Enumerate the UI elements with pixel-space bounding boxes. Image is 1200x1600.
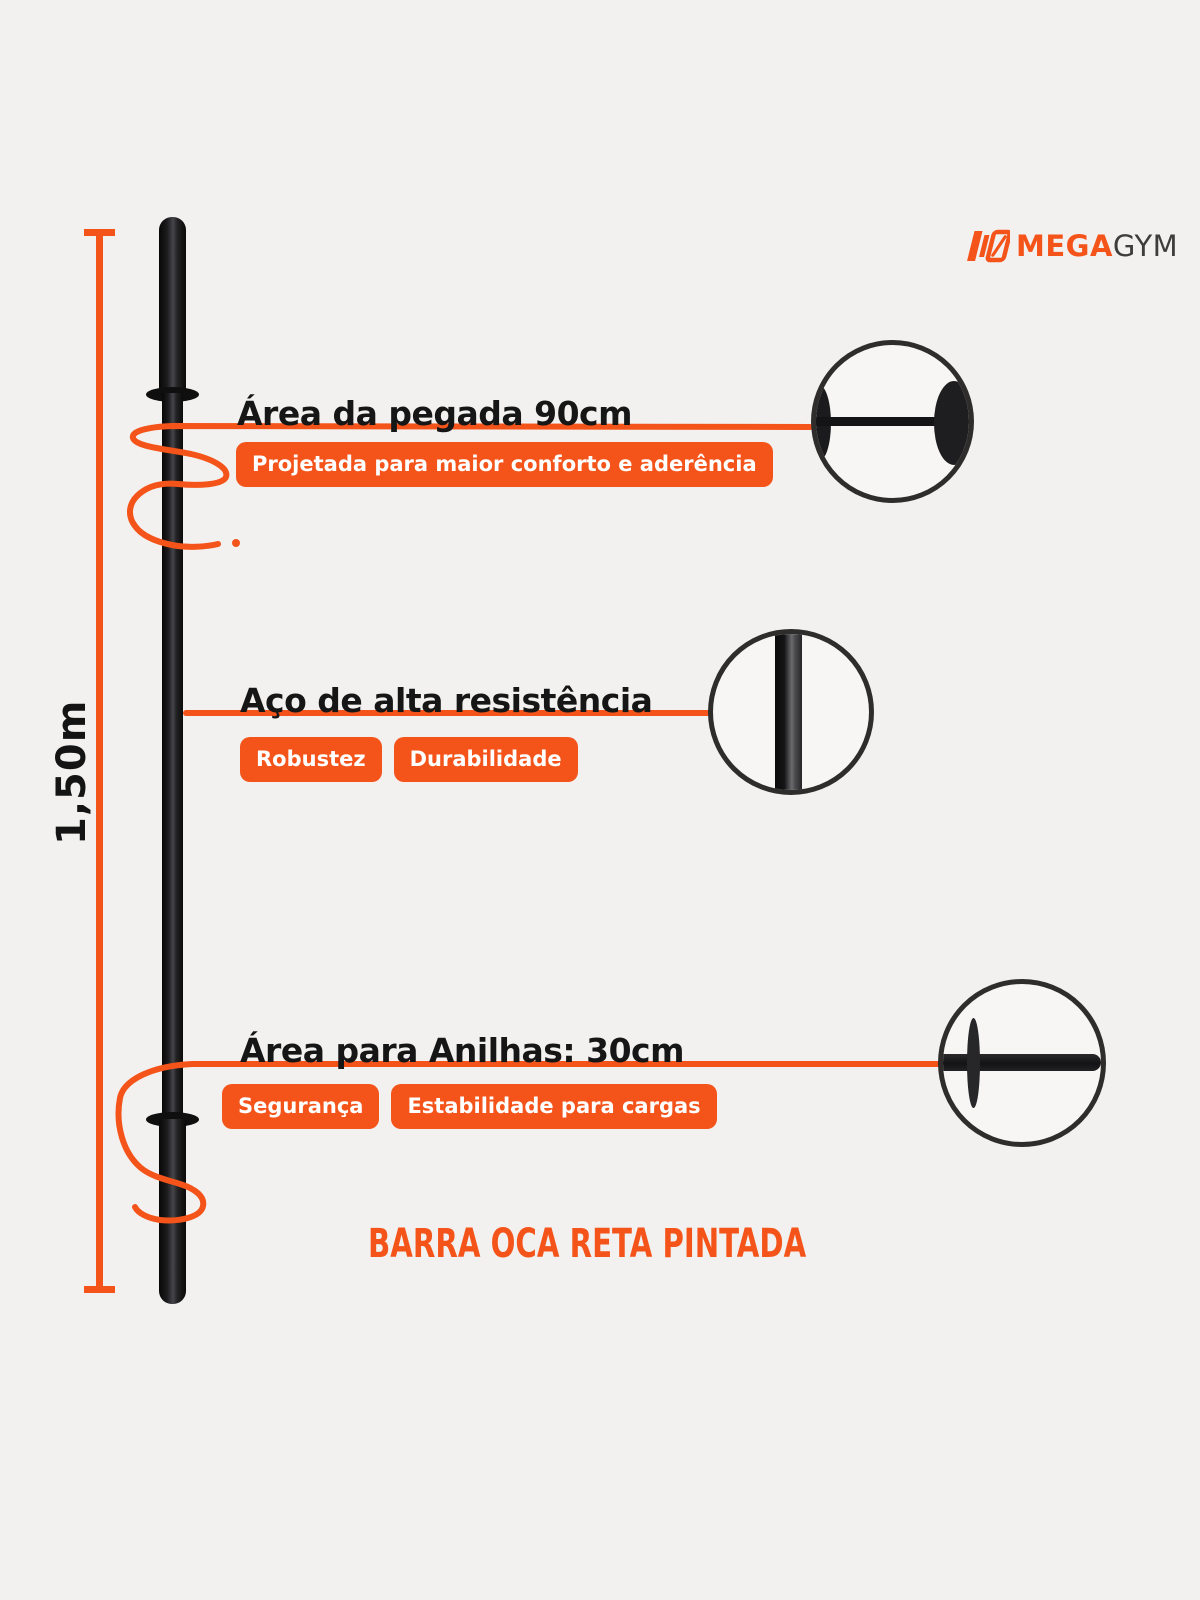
brand-name-mega: MEGA <box>1016 228 1113 263</box>
badge-estabilidade: Estabilidade para cargas <box>391 1084 716 1129</box>
grip-area-zoom-circle <box>811 340 974 503</box>
section-plates-badges <box>222 1084 717 1129</box>
bar-bottom-sleeve <box>159 1119 186 1304</box>
dimension-cap-bottom <box>84 1286 115 1293</box>
section-grip-heading: Área da pegada 90cm <box>237 394 632 433</box>
section-steel-badges <box>240 737 578 782</box>
brand-logo-icon <box>964 229 1010 263</box>
bar-top-sleeve <box>159 217 186 393</box>
section-steel-heading: Aço de alta resistência <box>240 681 653 720</box>
section-plates-heading: Área para Anilhas: 30cm <box>240 1031 684 1070</box>
zoom-sleeve-end <box>939 1054 1101 1071</box>
badge-durabilidade: Durabilidade <box>394 737 578 782</box>
dimension-label: 1,50m <box>49 699 95 845</box>
product-title: BARRA OCA RETA PINTADA <box>368 1221 807 1267</box>
badge-seguranca: Segurança <box>222 1084 379 1129</box>
badge-robustez: Robustez <box>240 737 382 782</box>
steel-shaft-zoom-circle <box>708 629 874 795</box>
brand-name-gym: GYM <box>1112 228 1179 263</box>
plate-sleeve-zoom-circle <box>938 979 1106 1147</box>
swirl-end-dot <box>232 539 240 547</box>
zoom-bar-vertical <box>775 630 802 794</box>
zoom-sleeve-flange <box>967 1018 980 1108</box>
dimension-line <box>96 231 103 1289</box>
brand-logo <box>964 229 1178 263</box>
section-grip-badge: Projetada para maior conforto e aderência <box>236 442 773 487</box>
zoom-collar-right <box>934 381 974 465</box>
bar-shaft <box>162 393 183 1119</box>
brand-name <box>1016 228 1179 263</box>
